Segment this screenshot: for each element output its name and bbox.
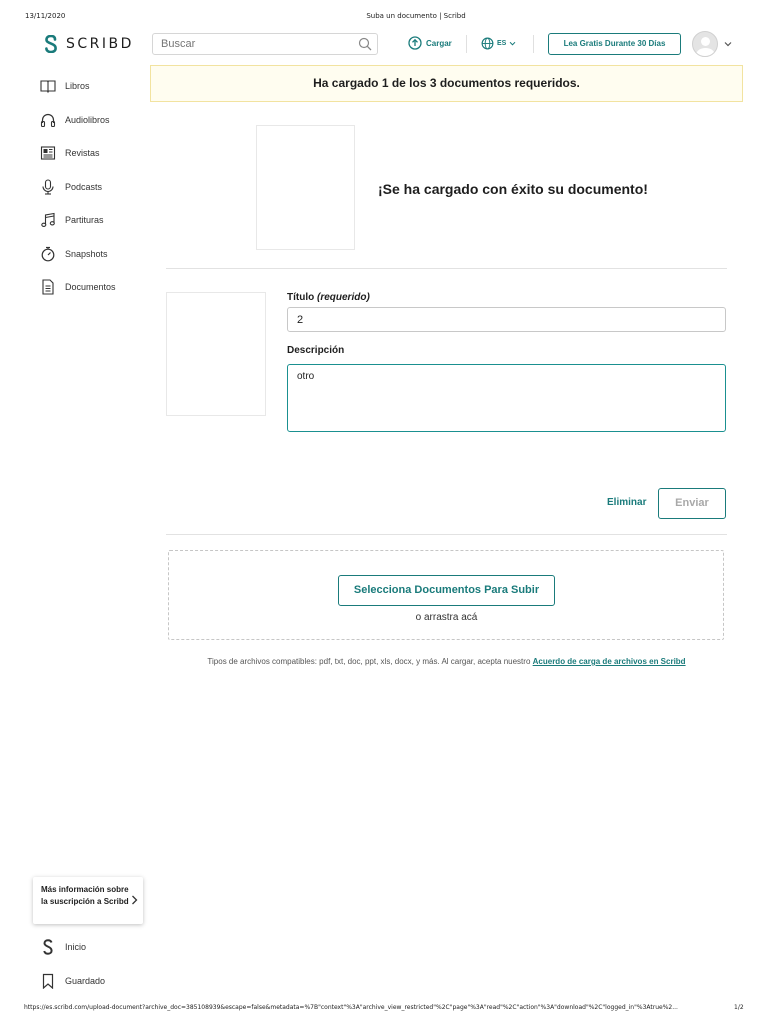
sidebar-item-label: Podcasts [65,182,103,192]
drag-drop-hint: o arrastra acá [415,612,478,623]
delete-button[interactable]: Eliminar [607,497,647,508]
sidebar-item-libros[interactable] [40,76,90,96]
sidebar-item-partituras[interactable] [40,210,104,230]
chevron-down-icon [509,41,516,46]
header-divider [466,35,467,53]
search-box[interactable] [152,33,378,55]
sidebar-item-documentos[interactable] [40,277,116,297]
file-types-text: Tipos de archivos compatibles: pdf, txt, doc, ppt, xls, docx, y más. Al cargar, acepta nuestro [207,657,533,666]
select-documents-button[interactable]: Selecciona Documentos Para Subir [338,575,555,606]
sidebar-item-inicio[interactable] [40,937,86,957]
sidebar-item-label: Libros [65,81,90,91]
print-header [0,12,768,22]
sidebar-item-podcasts[interactable] [40,177,102,197]
document-icon [40,279,56,295]
sidebar-item-revistas[interactable] [40,143,100,163]
section-divider [166,268,727,269]
stopwatch-icon [40,246,56,262]
print-page-number: 1/2 [734,1004,744,1011]
book-icon [40,78,56,94]
scribd-home-icon [40,939,56,955]
upload-icon [408,36,422,50]
sidebar-item-label: Inicio [65,942,87,952]
section-divider [166,534,727,535]
title-label [287,292,370,303]
logo-text: SCRIBD [66,36,134,52]
chevron-right-icon [131,895,138,905]
sidebar-item-label: Revistas [65,148,100,158]
search-input[interactable] [161,38,351,50]
subscription-info-card[interactable] [33,877,143,924]
upload-progress-banner: Ha cargado 1 de los 3 documentos requeridos. [150,65,743,102]
bookmark-icon [40,973,56,989]
description-input[interactable] [287,364,726,432]
print-page-title: Suba un documento | Scribd [366,12,466,20]
title-label-text: Título [287,292,315,303]
free-trial-button[interactable]: Lea Gratis Durante 30 Días [548,33,681,55]
upload-agreement-link[interactable]: Acuerdo de carga de archivos en Scribd [532,657,686,666]
sidebar-item-label: Documentos [65,282,116,292]
chevron-down-icon[interactable] [724,41,732,47]
scribd-logo[interactable] [44,35,134,53]
magazine-icon [40,145,56,161]
music-note-icon [40,212,56,228]
avatar-body [696,48,715,57]
sidebar-item-label: Snapshots [65,249,108,259]
avatar[interactable] [692,31,718,57]
subscription-info-text: Más información sobre la suscripción a Scribd [41,885,129,906]
print-footer [0,1004,768,1014]
upload-button[interactable] [408,36,452,50]
title-required-note: (requerido) [317,292,370,303]
submit-button[interactable]: Enviar [658,488,726,519]
headphones-icon [40,112,56,128]
description-label: Descripción [287,345,345,356]
title-input[interactable] [287,307,726,332]
search-icon[interactable] [358,37,372,51]
sidebar-item-label: Partituras [65,215,104,225]
language-selector[interactable] [481,37,516,50]
sidebar-item-label: Guardado [65,976,106,986]
microphone-icon [40,179,56,195]
header-divider [533,35,534,53]
document-preview [166,292,266,416]
avatar-head [701,37,710,46]
sidebar-item-guardado[interactable] [40,971,105,991]
document-thumbnail [256,125,355,250]
print-date: 13/11/2020 [25,12,66,20]
sidebar-item-snapshots[interactable] [40,244,108,264]
scribd-logo-icon [44,35,58,53]
language-label: ES [497,40,507,47]
sidebar-item-label: Audiolibros [65,115,110,125]
globe-icon [481,37,494,50]
file-types-note [166,657,727,666]
upload-label: Cargar [426,38,452,48]
sidebar-item-audiolibros[interactable] [40,110,110,130]
print-url: https://es.scribd.com/upload-document?archive_doc=385108939&escape=false&metadata=%7B"context"%3A"archive_view_restricted"%2C"page"%3A"read"%2C"action"%3A"download"%2C"logged_in"%3Atrue%2... [24,1004,678,1011]
upload-success-message: ¡Se ha cargado con éxito su documento! [378,181,648,197]
